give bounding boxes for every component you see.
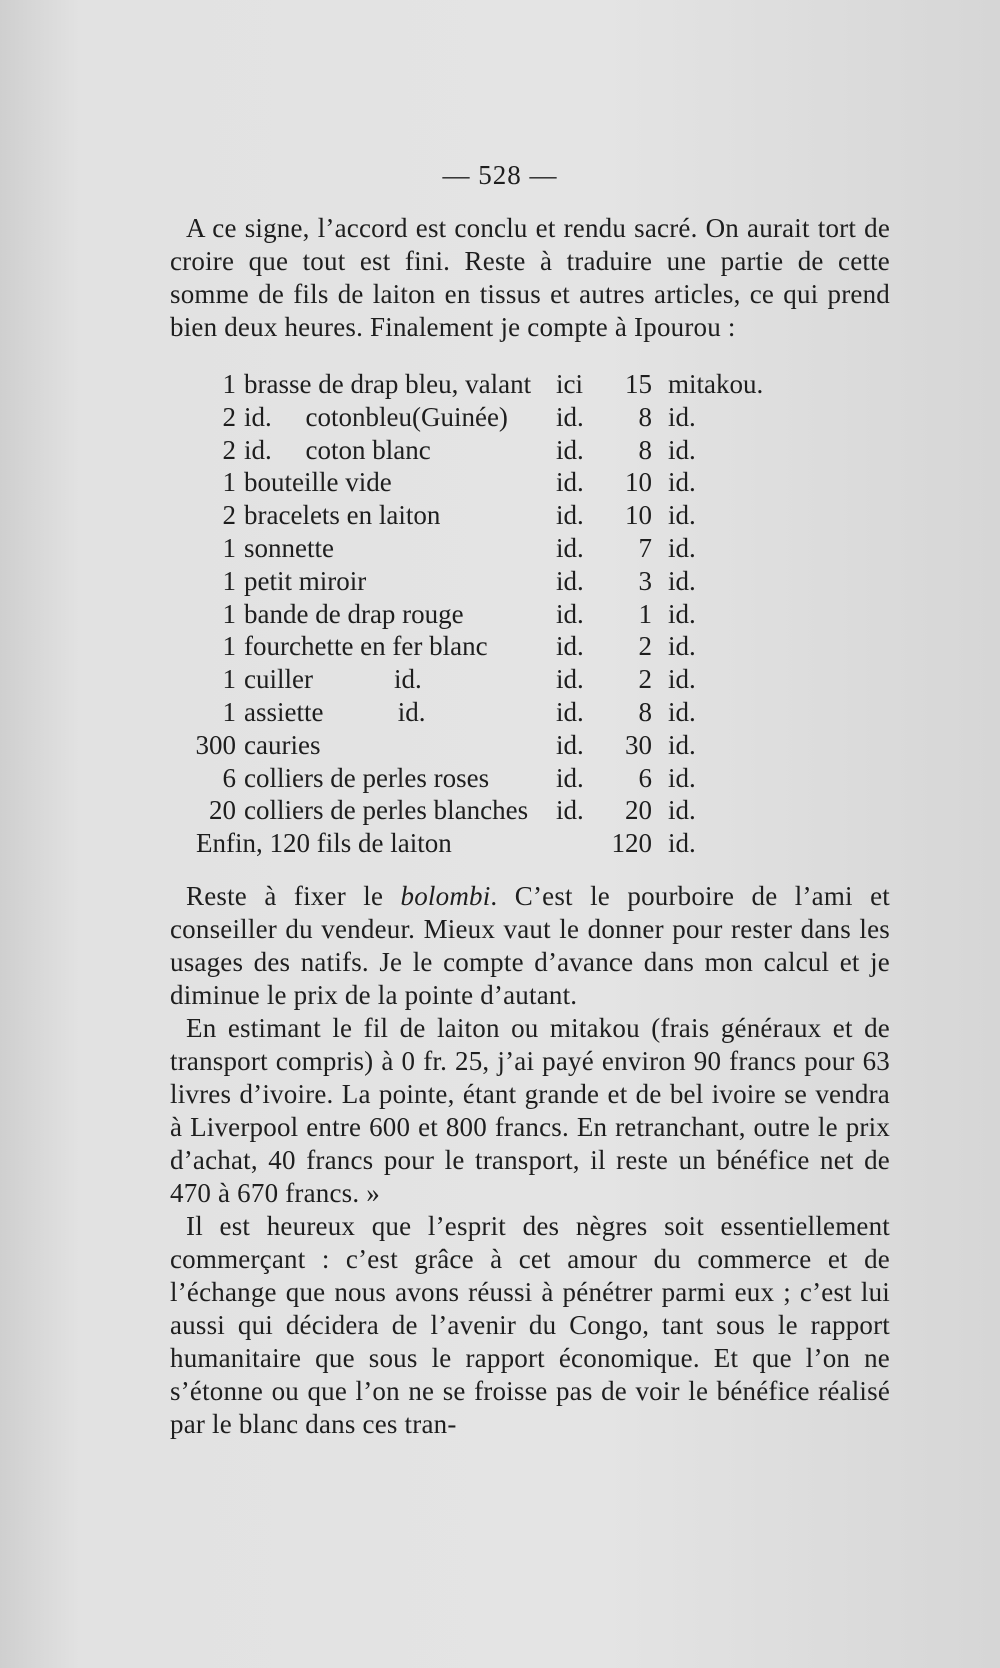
ledger-amount: 2 — [638, 664, 652, 695]
ledger-item: id. cotonbleu(Guinée) — [244, 401, 508, 432]
ledger-row — [170, 368, 770, 401]
ledger-qty: 1 — [222, 631, 236, 662]
ledger-amount: 30 — [625, 729, 652, 760]
ledger-currency: id. — [668, 565, 696, 596]
closing-section — [170, 880, 890, 1441]
ledger-unit: id. — [556, 467, 584, 498]
ledger-currency: id. — [668, 434, 696, 465]
ledger-row — [170, 434, 770, 467]
ledger-amount: 8 — [638, 434, 652, 465]
ledger-item: cauries — [244, 729, 321, 760]
ledger-unit: id. — [556, 598, 584, 629]
intro-section — [170, 212, 890, 344]
ledger-item: sonnette — [244, 532, 334, 563]
ledger-currency: id. — [668, 500, 696, 531]
ledger-currency: id. — [668, 664, 696, 695]
ledger-currency: id. — [668, 467, 696, 498]
estimate-paragraph: En estimant le fil de laiton ou mitakou (frais généraux et de transport compris) à 0 fr. 25, j’ai payé environ 90 francs pour 63 livres d’ivoire. La pointe, étant grande et de bel ivoire se vendra à Liverpool entre 600 et 800 francs. En retranchant, outre le prix d’achat, 40 francs pour le transport, il reste un bénéfice net de 470 à 670 francs. » — [170, 1013, 890, 1208]
ledger-amount: 1 — [638, 598, 652, 629]
ledger-qty: 1 — [222, 598, 236, 629]
ledger-item: fourchette en fer blanc — [244, 631, 488, 662]
bolombi-text-before: Reste à fixer le — [186, 881, 401, 911]
ledger-row — [170, 794, 770, 827]
ledger-unit: id. — [556, 762, 584, 793]
ledger-row — [170, 762, 770, 795]
ledger-unit: id. — [556, 795, 584, 826]
ledger-amount: 8 — [638, 401, 652, 432]
ledger-qty: 2 — [222, 500, 236, 531]
ledger-currency: id. — [668, 401, 696, 432]
ledger-item: assiette id. — [244, 696, 426, 727]
ledger-currency: id. — [668, 631, 696, 662]
ledger-row — [170, 630, 770, 663]
ledger-unit: id. — [556, 631, 584, 662]
ledger-amount: 10 — [625, 500, 652, 531]
ledger-row — [170, 532, 770, 565]
ledger-item: bouteille vide — [244, 467, 392, 498]
ledger-row — [170, 696, 770, 729]
ledger-qty: 1 — [222, 532, 236, 563]
ledger-row — [170, 663, 770, 696]
ledger-amount: 20 — [625, 795, 652, 826]
ledger-currency: id. — [668, 598, 696, 629]
bolombi-term: bolombi — [400, 881, 491, 911]
ledger-amount: 2 — [638, 631, 652, 662]
ledger-unit: id. — [556, 532, 584, 563]
ledger-row — [170, 466, 770, 499]
ledger-qty: 1 — [222, 467, 236, 498]
ledger-unit: id. — [556, 401, 584, 432]
ledger-qty: 2 — [222, 434, 236, 465]
ledger-amount: 10 — [625, 467, 652, 498]
ledger-item: bande de drap rouge — [244, 598, 464, 629]
ledger-item: colliers de perles roses — [244, 762, 490, 793]
ledger-amount: 15 — [625, 369, 652, 399]
ledger-unit: id. — [556, 565, 584, 596]
ledger-qty: 1 — [222, 369, 236, 399]
ledger-summary-amount: 120 — [611, 828, 652, 859]
ledger-amount: 7 — [638, 532, 652, 563]
ledger-row — [170, 598, 770, 631]
ledger-row — [170, 729, 770, 762]
ledger-qty: 1 — [222, 565, 236, 596]
ledger-item: bracelets en laiton — [244, 500, 441, 531]
ledger-item: colliers de perles blanches — [244, 795, 529, 826]
ledger-currency: id. — [668, 696, 696, 727]
ledger-qty: 2 — [222, 401, 236, 432]
ledger-item: cuiller id. — [244, 664, 422, 695]
purchase-ledger — [170, 368, 770, 860]
bolombi-text-after: . C’est le pourboire de l’ami et conseiller du vendeur. Mieux vaut le donner pour rester dans les usages des natifs. Je le compte d’avance dans mon calcul et je diminue le prix de la pointe d’autant. — [170, 881, 890, 1010]
commerce-paragraph: Il est heureux que l’esprit des nègres soit essentiellement commerçant : c’est grâce à cet amour du commerce et de l’échange que nous avons réussi à pénétrer parmi eux ; c’est lui aussi qui décidera de l’avenir du Congo, tant sous le rapport humanitaire que sous le rapport économique. Et que l’on ne s’étonne ou que l’on ne se froisse pas de voir le bénéfice réalisé par le blanc dans ces tran- — [170, 1211, 890, 1439]
ledger-qty: 6 — [222, 762, 236, 793]
ledger-unit: id. — [556, 434, 584, 465]
ledger-summary-label: Enfin, 120 fils de laiton — [196, 828, 452, 859]
page-number: — 528 — — [442, 160, 558, 190]
ledger-amount: 6 — [638, 762, 652, 793]
ledger-unit: ici — [556, 369, 583, 399]
ledger-qty: 1 — [222, 664, 236, 695]
ledger-qty: 300 — [195, 729, 236, 760]
ledger-currency: mitakou. — [668, 369, 764, 399]
ledger-row — [170, 565, 770, 598]
ledger-unit: id. — [556, 729, 584, 760]
ledger-item: brasse de drap bleu, valant — [244, 369, 532, 399]
ledger-item: petit miroir — [244, 565, 367, 596]
ledger-item: id. coton blanc — [244, 434, 431, 465]
intro-paragraph: A ce signe, l’accord est conclu et rendu sacré. On aurait tort de croire que tout est fini. Reste à traduire une partie de cette somme de fils de laiton en tissus et autres articles, ce qui prend bien deux heures. Finalement je compte à Ipourou : — [170, 213, 890, 342]
ledger-row — [170, 401, 770, 434]
ledger-currency: id. — [668, 729, 696, 760]
ledger-row — [170, 499, 770, 532]
ledger-summary-currency: id. — [668, 828, 696, 859]
ledger-currency: id. — [668, 762, 696, 793]
ledger-qty: 1 — [222, 696, 236, 727]
ledger-amount: 8 — [638, 696, 652, 727]
ledger-currency: id. — [668, 795, 696, 826]
bolombi-paragraph — [170, 880, 890, 1012]
ledger-currency: id. — [668, 532, 696, 563]
ledger-unit: id. — [556, 696, 584, 727]
ledger-amount: 3 — [638, 565, 652, 596]
ledger-summary-row — [170, 827, 770, 860]
ledger-qty: 20 — [209, 795, 236, 826]
ledger-unit: id. — [556, 664, 584, 695]
ledger-unit: id. — [556, 500, 584, 531]
